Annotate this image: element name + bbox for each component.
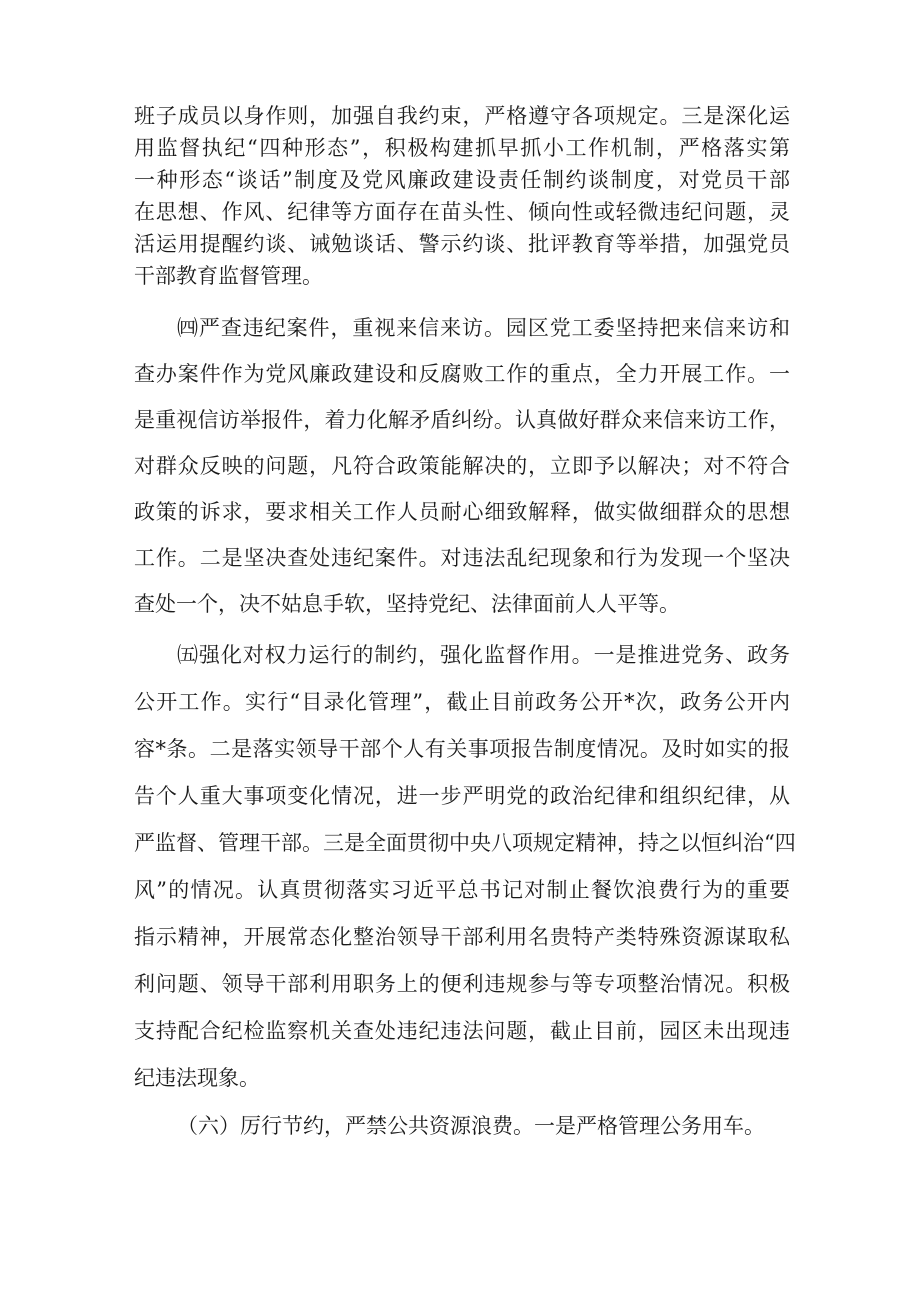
text-line: 查办案件作为党风廉政建设和反腐败工作的重点，全力开展工作。一 [134,362,790,386]
text-line: 在思想、作风、纪律等方面存在苗头性、倾向性或轻微违纪问题，灵 [134,200,790,224]
text-line: 支持配合纪检监察机关查处违纪违法问题，截止目前，园区未出现违 [134,1019,790,1043]
text-line: ㈣严查违纪案件，重视来信来访。园区党工委坚持把来信来访和 [177,316,790,340]
text-line: 指示精神，开展常态化整治领导干部利用名贵特产类特殊资源谋取私 [134,925,790,949]
text-line: 干部教育监督管理。 [134,264,323,288]
text-line: 对群众反映的问题，凡符合政策能解决的，立即予以解决；对不符合 [134,454,790,478]
text-line: 班子成员以身作则，加强自我约束，严格遵守各项规定。三是深化运 [134,104,790,128]
text-line: 查处一个，决不姑息手软，坚持党纪、法律面前人人平等。 [134,592,680,616]
text-line: 一种形态“谈话”制度及党风廉政建设责任制约谈制度，对党员干部 [134,168,790,192]
text-line: 公开工作。实行“目录化管理”，截止目前政务公开*次，政务公开内 [134,690,790,714]
text-line: 利问题、领导干部利用职务上的便利违规参与等专项整治情况。积极 [134,972,790,996]
text-line: 容*条。二是落实领导干部个人有关事项报告制度情况。及时如实的报 [134,737,790,761]
text-line: 工作。二是坚决查处违纪案件。对违法乱纪现象和行为发现一个坚决 [134,546,790,570]
text-line: 活运用提醒约谈、诫勉谈话、警示约谈、批评教育等举措，加强党员 [134,232,790,256]
text-line: 纪违法现象。 [134,1066,260,1090]
text-line: 用监督执纪“四种形态”，积极构建抓早抓小工作机制，严格落实第 [134,136,790,160]
text-line: 是重视信访举报件，着力化解矛盾纠纷。认真做好群众来信来访工作， [134,408,790,432]
text-line: （六）厉行节约，严禁公共资源浪费。一是严格管理公务用车。 [177,1114,765,1138]
text-line: 政策的诉求，要求相关工作人员耐心细致解释，做实做细群众的思想 [134,500,790,524]
text-line: ㈤强化对权力运行的制约，强化监督作用。一是推进党务、政务 [177,643,790,667]
text-line: 告个人重大事项变化情况，进一步严明党的政治纪律和组织纪律，从 [134,784,790,808]
text-line: 风”的情况。认真贯彻落实习近平总书记对制止餐饮浪费行为的重要 [134,878,790,902]
text-line: 严监督、管理干部。三是全面贯彻中央八项规定精神，持之以恒纠治“四 [134,831,796,855]
